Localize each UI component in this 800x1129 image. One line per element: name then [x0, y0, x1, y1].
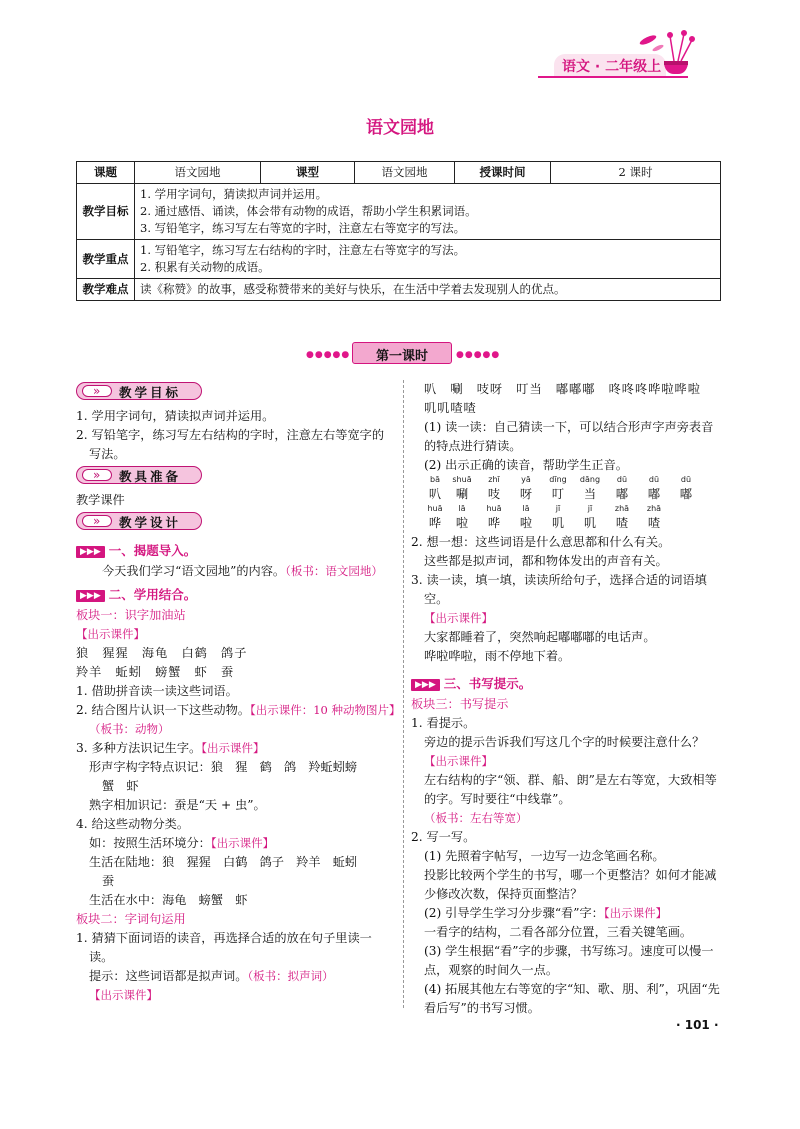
- pinyin: yā: [521, 475, 531, 484]
- char: 嘟: [679, 487, 693, 501]
- char: 嘟: [647, 487, 661, 501]
- tools-text: 教学课件: [76, 493, 125, 507]
- arrow-icon: ▶▶▶: [411, 679, 440, 691]
- example-sentence: 大家都睡着了，突然响起嘟嘟嘟的电话声。: [424, 630, 656, 644]
- courseware-note: 【出示课件】: [210, 836, 275, 850]
- lesson-info-table: [76, 161, 721, 301]
- list-subitem: 投影比较两个学生的书写，哪一个更整洁？如何才能减少修改次数，保持页面整洁？: [424, 868, 717, 901]
- pinyin: jī: [587, 504, 593, 513]
- char: 嘟: [615, 487, 629, 501]
- table-cell: 语文园地: [355, 162, 455, 184]
- page-title: 语文园地: [366, 118, 434, 138]
- chevron-icon: [82, 469, 112, 481]
- pinyin: bā: [430, 475, 440, 484]
- header-subject: 语文 · 二年级上: [562, 59, 662, 75]
- word-list: 羚羊 蚯蚓 螃蟹 虾 蚕: [76, 665, 235, 679]
- table-row: [77, 162, 721, 184]
- list-subitem: (4) 拓展其他左右等宽的字“知、歌、朋、利”，巩固“先看后写”的书写习惯。: [424, 982, 720, 1015]
- pinyin: lā: [458, 504, 466, 513]
- table-cell: 授课时间: [455, 162, 551, 184]
- table-cell: 读《称赞》的故事，感受称赞带来的美好与快乐，在生活中学着去发现别人的优点。: [135, 279, 721, 301]
- key-line: 2. 积累有关动物的成语。: [140, 260, 270, 274]
- table-cell: 教学重点: [77, 240, 135, 279]
- char: 叽: [551, 516, 565, 530]
- table-cell: 2 课时: [551, 162, 721, 184]
- arrow-icon: ▶▶▶: [76, 590, 105, 602]
- list-subitem: [411, 904, 723, 923]
- word-list: 叽叽喳喳: [424, 401, 477, 415]
- list-subitem: 左右结构的字“领、群、船、朗”是左右等宽，大致相等的字。写时要往“中线靠”。: [424, 773, 717, 806]
- char: 当: [583, 487, 597, 501]
- pinyin: dū: [616, 475, 628, 484]
- arrow-icon: ▶▶▶: [76, 546, 105, 558]
- list-subitem: 生活在陆地：狼 猩猩 白鹤 鸽子 羚羊 蚯蚓: [89, 855, 358, 869]
- board-note: （板书：语文园地）: [285, 564, 383, 578]
- lesson-banner-label: 第一课时: [375, 349, 428, 364]
- char-row: [424, 514, 723, 533]
- courseware-note: 【出示课件】: [424, 611, 493, 625]
- char: 叮: [551, 487, 565, 501]
- key-line: 1. 写铅笔字，练习写左右结构的字时，注意左右等宽字的写法。: [140, 243, 466, 257]
- char: 啦: [519, 516, 533, 530]
- pinyin: shuā: [452, 475, 472, 484]
- pill-label: 教具准备: [119, 469, 182, 484]
- list-item: 1. 看提示。: [411, 716, 476, 730]
- module-title: 板块二：字词句运用: [76, 912, 186, 926]
- step-text: 3. 多种方法识记生字。: [76, 741, 202, 755]
- table-cell: 教学目标: [77, 184, 135, 240]
- module-title: 板块一：识字加油站: [76, 608, 186, 622]
- char: 啦: [455, 516, 469, 530]
- char: 呀: [519, 487, 533, 501]
- pinyin: huā: [427, 504, 443, 513]
- char: 喳: [615, 516, 629, 530]
- table-cell: 课型: [261, 162, 355, 184]
- pinyin: huā: [486, 504, 502, 513]
- step-text: 2. 结合图片认识一下这些动物。: [76, 703, 250, 717]
- list-item: 1. 学用字词句，猜读拟声词并运用。: [76, 409, 275, 423]
- section-heading: [76, 541, 396, 560]
- list-item: [76, 701, 396, 739]
- pinyin: dāng: [579, 475, 601, 484]
- list-subitem: (1) 先照着字帖写，一边写一边念笔画名称。: [424, 849, 665, 863]
- pinyin-row: [424, 475, 723, 485]
- pill-label: 教学目标: [119, 385, 182, 400]
- left-column: [76, 380, 396, 1005]
- courseware-note: 【出示课件】: [201, 741, 265, 755]
- char: 哗: [487, 516, 501, 530]
- list-subitem: 这些都是拟声词，都和物体发出的声音有关。: [424, 554, 668, 568]
- pinyin: lā: [522, 504, 530, 513]
- pinyin-row: [424, 504, 723, 514]
- chevron-icon: [82, 385, 112, 397]
- char: 叭: [428, 487, 442, 501]
- page-number: · 101 ·: [676, 1018, 719, 1032]
- word-list: 叭 唰 吱呀 叮当 嘟嘟嘟 咚咚咚哗啦哗啦: [424, 382, 701, 396]
- char: 叽: [583, 516, 597, 530]
- section-heading: [411, 674, 723, 693]
- dots-decoration: ●●●●●: [456, 350, 501, 360]
- hint-text: 提示：这些词语都是拟声词。: [89, 969, 248, 983]
- pinyin-block-1: [411, 475, 723, 533]
- step-text: (2) 引导学生学习分步骤“看”字：: [424, 906, 604, 920]
- word-list: 狼 猩猩 海龟 白鹤 鸽子: [76, 646, 248, 660]
- courseware-note: 【出示课件：10 种动物图片】（板书：动物）: [89, 703, 395, 736]
- flower-vase-icon: [634, 30, 714, 78]
- section-heading-text: 三、书写提示。: [443, 676, 532, 691]
- lesson-banner: [306, 340, 501, 366]
- list-item: [76, 739, 396, 758]
- example-sentence: 哗啦哗啦，雨不停地下着。: [424, 649, 571, 663]
- section-pill-tools: [76, 466, 202, 484]
- table-cell: 课题: [77, 162, 135, 184]
- intro-text: 今天我们学习“语文园地”的内容。: [102, 564, 286, 578]
- char: 哗: [428, 516, 442, 530]
- goal-line: 2. 通过感悟、诵读，体会带有动物的成语，帮助小学生积累词语。: [140, 204, 477, 218]
- goal-line: 3. 写铅笔字，练习写左右等宽的字时，注意左右等宽字的写法。: [140, 221, 466, 235]
- list-subitem: [411, 733, 723, 771]
- step-text: 如：按照生活环境分：: [89, 836, 211, 850]
- table-cell: [135, 184, 721, 240]
- step-text: 旁边的提示告诉我们写这几个字的时候要注意什么？: [424, 735, 705, 749]
- courseware-note: 【出示课件】: [89, 988, 158, 1002]
- list-item: 2. 想一想：这些词语是什么意思都和什么有关。: [411, 535, 671, 549]
- pinyin: jī: [555, 504, 561, 513]
- table-row: [77, 184, 721, 240]
- courseware-note: 【出示课件】: [424, 754, 493, 768]
- section-pill-goals: [76, 382, 202, 400]
- list-subitem: (3) 学生根据“看”字的步骤，书写练习。速度可以慢一点，观察的时间久一点。: [424, 944, 714, 977]
- pinyin: dīng: [549, 475, 567, 484]
- paragraph: [76, 562, 396, 581]
- table-row: [77, 279, 721, 301]
- pinyin: zhā: [614, 504, 630, 513]
- list-item: 1. 猜猜下面词语的读音，再选择合适的放在句子里读一读。: [76, 931, 372, 964]
- char: 喳: [647, 516, 661, 530]
- section-heading-text: 一、揭题导入。: [108, 543, 197, 558]
- list-subitem: [76, 967, 396, 986]
- list-subitem: 蟹 虾: [102, 779, 139, 793]
- dots-decoration: ●●●●●: [306, 350, 351, 360]
- list-subitem: 形声字构字特点识记：狼 猩 鹤 鸽 羚蚯蚓螃: [89, 760, 358, 774]
- module-title: 板块三：书写提示: [411, 697, 509, 711]
- char-row: [424, 485, 723, 504]
- chevron-icon: [82, 515, 112, 527]
- pinyin: zhā: [646, 504, 662, 513]
- char: 唰: [455, 487, 469, 501]
- table-row: [77, 240, 721, 279]
- list-subitem: 一看字的结构，二看各部分位置，三看关键笔画。: [424, 925, 693, 939]
- column-divider: [403, 380, 404, 1008]
- goal-line: 1. 学用字词句，猜读拟声词并运用。: [140, 187, 328, 201]
- board-note: （板书：拟声词）: [247, 969, 334, 983]
- section-heading-text: 二、学用结合。: [108, 587, 197, 602]
- list-subitem: (2) 出示正确的读音，帮助学生正音。: [424, 458, 628, 472]
- list-subitem: 生活在水中：海龟 螃蟹 虾: [89, 893, 248, 907]
- list-subitem: (1) 读一读：自己猜读一下，可以结合形声字声旁表音的特点进行猜读。: [424, 420, 714, 453]
- section-heading: [76, 585, 396, 604]
- list-item: 2. 写一写。: [411, 830, 476, 844]
- courseware-note: 【出示课件】: [76, 627, 145, 641]
- section-pill-design: [76, 512, 202, 530]
- list-subitem: [76, 834, 396, 853]
- list-subitem: 熟字相加识记：蚕是“天 + 虫”。: [89, 798, 266, 812]
- list-subitem: 蚕: [102, 874, 115, 888]
- table-cell: 语文园地: [135, 162, 261, 184]
- pill-label: 教学设计: [119, 515, 182, 530]
- pinyin: dū: [680, 475, 692, 484]
- char: 吱: [487, 487, 501, 501]
- right-column: [411, 380, 723, 1018]
- list-item: 3. 读一读，填一填，读读所给句子，选择合适的词语填空。: [411, 573, 707, 606]
- table-cell: [135, 240, 721, 279]
- table-cell: 教学难点: [77, 279, 135, 301]
- pinyin: zhī: [488, 475, 500, 484]
- pinyin: dū: [648, 475, 660, 484]
- board-note: （板书：左右等宽）: [424, 811, 528, 825]
- list-item: 2. 写铅笔字，练习写左右结构的字时，注意左右等宽字的写法。: [76, 428, 385, 461]
- list-item: 4. 给这些动物分类。: [76, 817, 190, 831]
- courseware-note: 【出示课件】: [603, 906, 668, 920]
- list-item: 1. 借助拼音读一读这些词语。: [76, 684, 238, 698]
